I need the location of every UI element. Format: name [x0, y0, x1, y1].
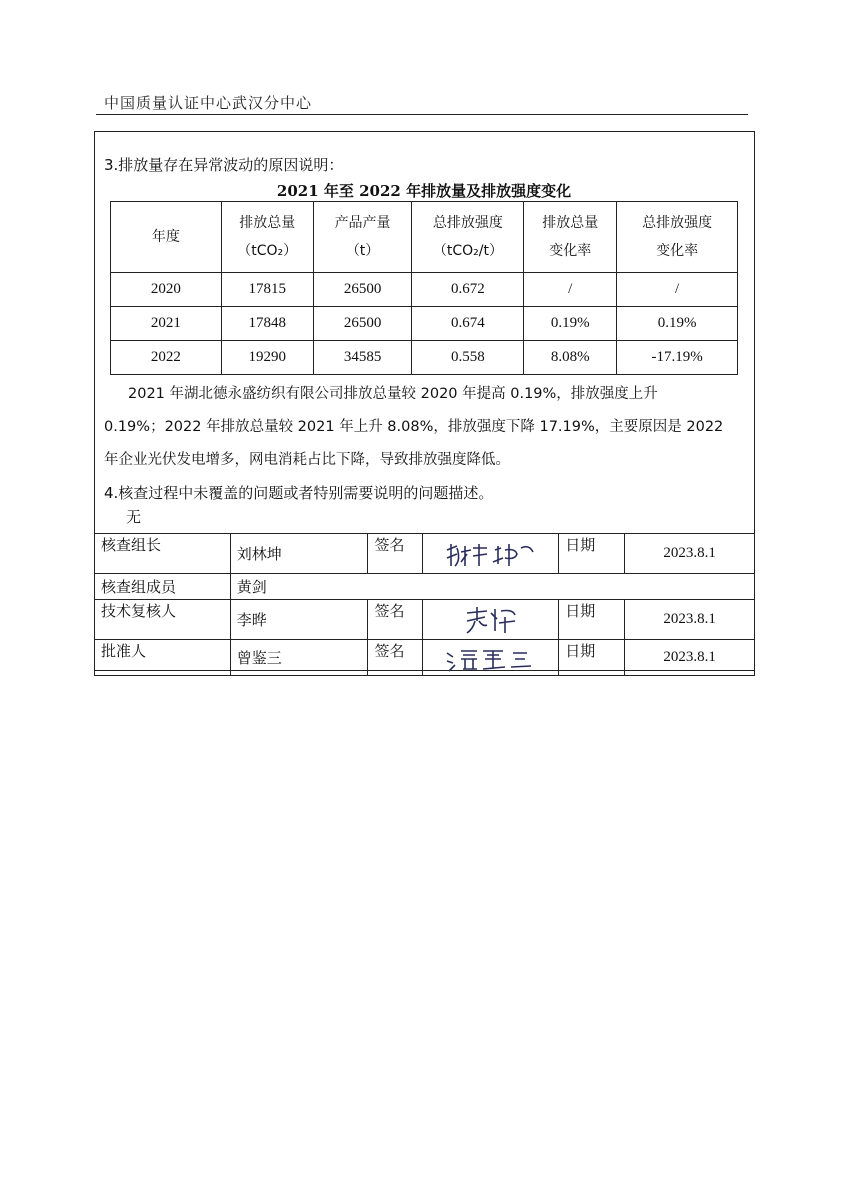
col-header-total-emission: 排放总量 （tCO₂）	[221, 202, 313, 273]
table-cell: 2020	[111, 273, 222, 307]
signoff-row-approver	[95, 640, 755, 676]
col-header-intensity-change: 总排放强度 变化率	[617, 202, 738, 273]
table-cell: -17.19%	[617, 341, 738, 375]
sign-label: 签名	[368, 534, 423, 574]
table-cell: 19290	[221, 341, 313, 375]
handwritten-signature-icon	[461, 605, 521, 637]
col-header-intensity: 总排放强度 （tCO₂/t）	[412, 202, 524, 273]
table-header-row	[111, 202, 738, 273]
member-name: 黄剑	[230, 574, 754, 600]
table-cell: /	[524, 273, 617, 307]
table-cell: 0.672	[412, 273, 524, 307]
date-label: 日期	[559, 600, 625, 640]
table-row	[111, 273, 738, 307]
handwritten-signature-icon	[443, 540, 539, 570]
approver-name: 曾鉴三	[230, 640, 368, 676]
handwritten-signature-icon	[443, 645, 539, 673]
col-header-year: 年度	[111, 202, 222, 273]
table-cell: 2022	[111, 341, 222, 375]
section4-content: 无	[126, 508, 142, 526]
date-label: 日期	[559, 534, 625, 574]
reviewer-label: 技术复核人	[95, 600, 231, 640]
sign-label: 签名	[368, 600, 423, 640]
signoff-row-leader	[95, 534, 755, 574]
paragraph-line: 2021 年湖北德永盛纺织有限公司排放总量较 2020 年提高 0.19%，排放强度上升	[128, 386, 658, 402]
table-cell: 2021	[111, 307, 222, 341]
header-divider	[96, 114, 748, 115]
approver-label: 批准人	[95, 640, 231, 676]
section4-heading: 4.核查过程中未覆盖的问题或者特别需要说明的问题描述。	[104, 484, 494, 502]
table-cell: 0.19%	[617, 307, 738, 341]
leader-label: 核查组长	[95, 534, 231, 574]
signoff-table	[94, 533, 755, 676]
table-cell: 26500	[313, 273, 412, 307]
table-cell: 17815	[221, 273, 313, 307]
sign-label: 签名	[368, 640, 423, 676]
table-cell: 34585	[313, 341, 412, 375]
table-row	[111, 307, 738, 341]
reviewer-signature	[423, 600, 559, 640]
paragraph-line: 年企业光伏发电增多，网电消耗占比下降，导致排放强度降低。	[104, 452, 510, 468]
table-row	[111, 341, 738, 375]
table-cell: 8.08%	[524, 341, 617, 375]
explanation-paragraph	[104, 378, 746, 477]
leader-name: 刘林坤	[230, 534, 368, 574]
table-cell: 26500	[313, 307, 412, 341]
emission-table	[110, 201, 738, 375]
member-label: 核查组成员	[95, 574, 231, 600]
table-cell: 17848	[221, 307, 313, 341]
approver-date: 2023.8.1	[625, 640, 755, 676]
table-cell: 0.558	[412, 341, 524, 375]
signoff-row-member	[95, 574, 755, 600]
reviewer-date: 2023.8.1	[625, 600, 755, 640]
leader-signature	[423, 534, 559, 574]
reviewer-name: 李晔	[230, 600, 368, 640]
col-header-emission-change: 排放总量 变化率	[524, 202, 617, 273]
section3-heading: 3.排放量存在异常波动的原因说明：	[104, 156, 344, 174]
table-title: 2021 年至 2022 年排放量及排放强度变化	[276, 182, 572, 200]
table-cell: 0.674	[412, 307, 524, 341]
paragraph-line: 0.19%；2022 年排放总量较 2021 年上升 8.08%，排放强度下降 17.19%，主要原因是 2022	[104, 419, 724, 435]
approver-signature	[423, 640, 559, 676]
col-header-output: 产品产量 （t）	[313, 202, 412, 273]
table-cell: /	[617, 273, 738, 307]
signoff-row-reviewer	[95, 600, 755, 640]
date-label: 日期	[559, 640, 625, 676]
header-org-title: 中国质量认证中心武汉分中心	[104, 94, 313, 112]
leader-date: 2023.8.1	[625, 534, 755, 574]
table-cell: 0.19%	[524, 307, 617, 341]
